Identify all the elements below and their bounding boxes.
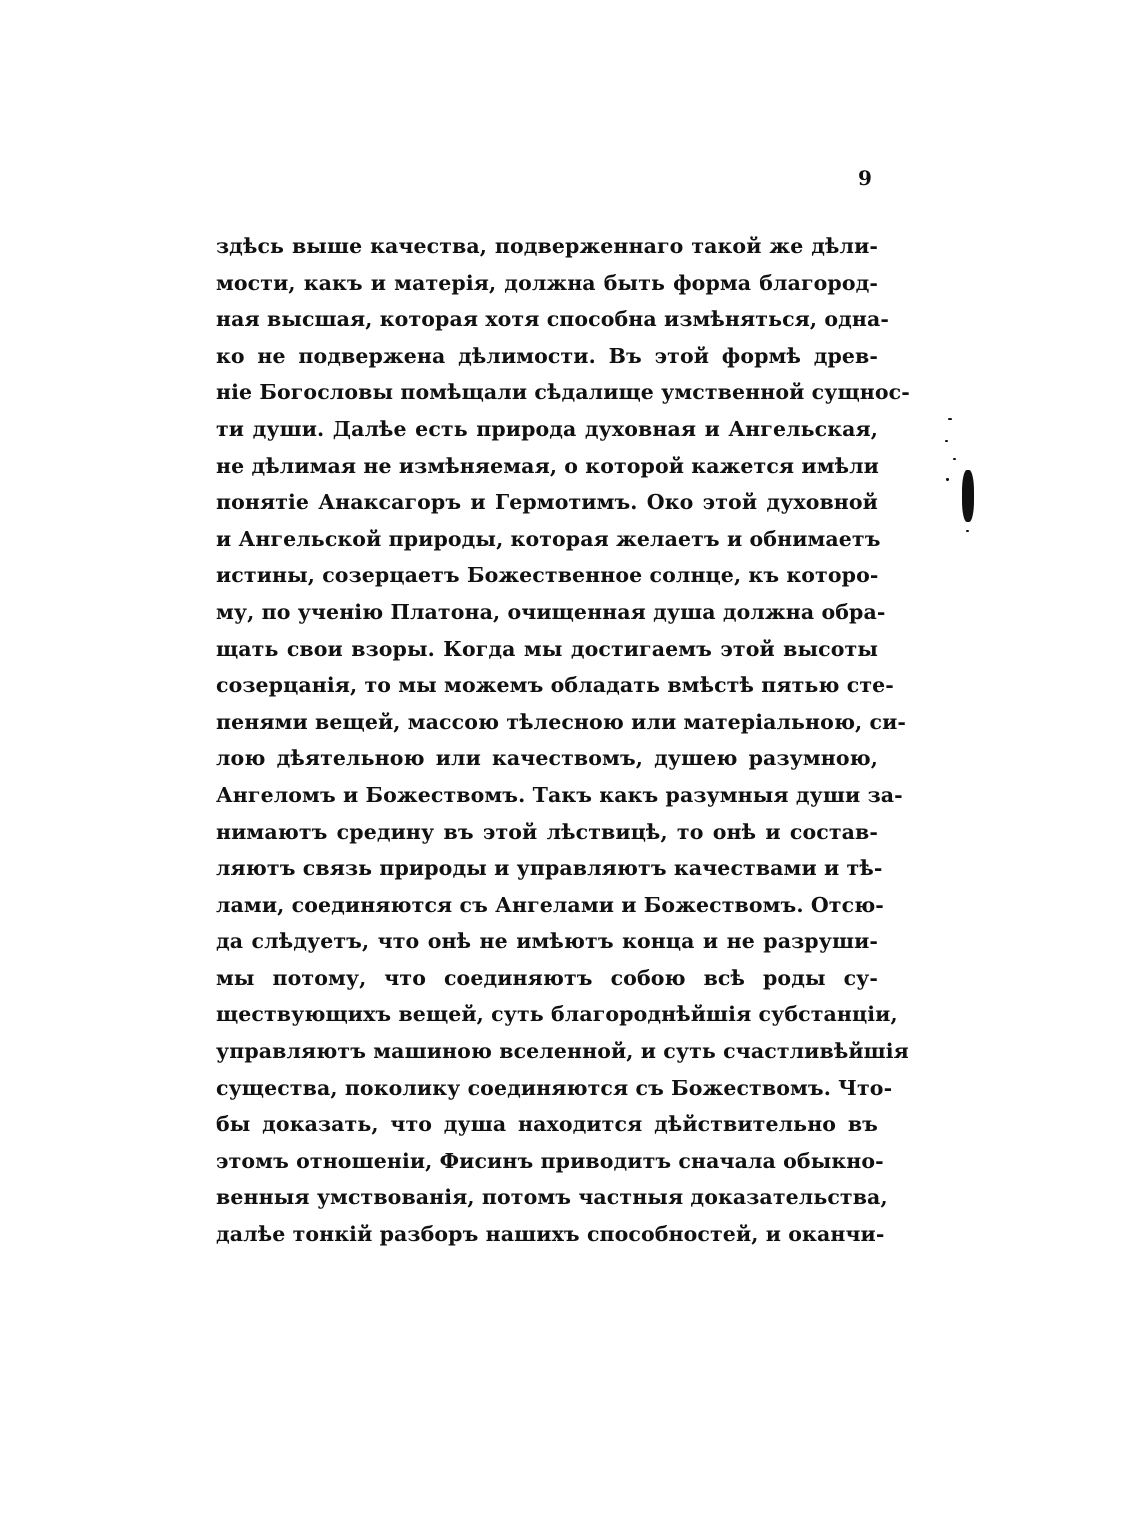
text-line: созерцанія, то мы можемъ обладать вмѣстѣ пятью сте-: [216, 673, 894, 698]
text-line: ти души. Далѣе есть природа духовная и Ангельская,: [216, 416, 878, 441]
text-line: венныя умствованія, потомъ частныя доказательства,: [216, 1185, 888, 1210]
text-line: управляютъ машиною вселенной, и суть счастливѣйшія: [216, 1039, 909, 1064]
text-line: щать свои взоры. Когда мы достигаемъ этой высоты: [216, 636, 878, 661]
text-line: ляютъ связь природы и управляютъ качествами и тѣ-: [216, 856, 883, 881]
scan-artifact: [946, 478, 949, 481]
scan-artifact: [962, 470, 974, 522]
text-line: му, по ученію Платона, очищенная душа должна обра-: [216, 599, 886, 624]
text-line: далѣе тонкій разборъ нашихъ способностей, и оканчи-: [216, 1222, 885, 1247]
text-line: мости, какъ и матерія, должна быть форма благород-: [216, 270, 878, 295]
text-line: существа, поколику соединяются съ Божествомъ. Что-: [216, 1075, 893, 1100]
scan-artifact: [945, 440, 948, 442]
text-line: пенями вещей, массою тѣлесною или матеріальною, си-: [216, 709, 907, 734]
scan-artifact: [953, 458, 956, 460]
text-line: Ангеломъ и Божествомъ. Такъ какъ разумныя души за-: [216, 782, 903, 807]
text-line: ніе Богословы помѣщали сѣдалище умственной сущнос-: [216, 380, 910, 405]
scan-artifact: [948, 418, 952, 420]
page-number: 9: [858, 166, 872, 190]
text-line: бы доказать, что душа находится дѣйствительно въ: [216, 1112, 878, 1137]
text-line: не дѣлимая не измѣняемая, о которой кажется имѣли: [216, 453, 879, 478]
text-line: и Ангельской природы, которая желаетъ и обнимаетъ: [216, 526, 881, 551]
text-line: здѣсь выше качества, подверженнаго такой же дѣли-: [216, 234, 878, 258]
text-line: этомъ отношеніи, Фисинъ приводитъ сначала обыкно-: [216, 1148, 884, 1173]
text-line: ная высшая, которая хотя способна измѣняться, одна-: [216, 307, 890, 332]
text-line: лою дѣятельною или качествомъ, душею разумною,: [216, 746, 878, 771]
text-line: нимаютъ средину въ этой лѣствицѣ, то онѣ и состав-: [216, 819, 878, 844]
text-line: да слѣдуетъ, что онѣ не имѣютъ конца и не разруши-: [216, 929, 878, 954]
body-text: [216, 228, 910, 1253]
text-line: ществующихъ вещей, суть благороднѣйшія субстанціи,: [216, 1002, 898, 1027]
text-line: истины, созерцаетъ Божественное солнце, къ которо-: [216, 563, 879, 588]
text-line: ко не подвержена дѣлимости. Въ этой формѣ древ-: [216, 343, 878, 368]
text-line: понятіе Анаксагоръ и Гермотимъ. Око этой духовной: [216, 490, 878, 515]
scan-artifact: [966, 530, 969, 532]
text-line: мы потому, что соединяютъ собою всѣ роды су-: [216, 965, 878, 990]
text-line: лами, соединяются съ Ангелами и Божествомъ. Отсю-: [216, 892, 884, 917]
